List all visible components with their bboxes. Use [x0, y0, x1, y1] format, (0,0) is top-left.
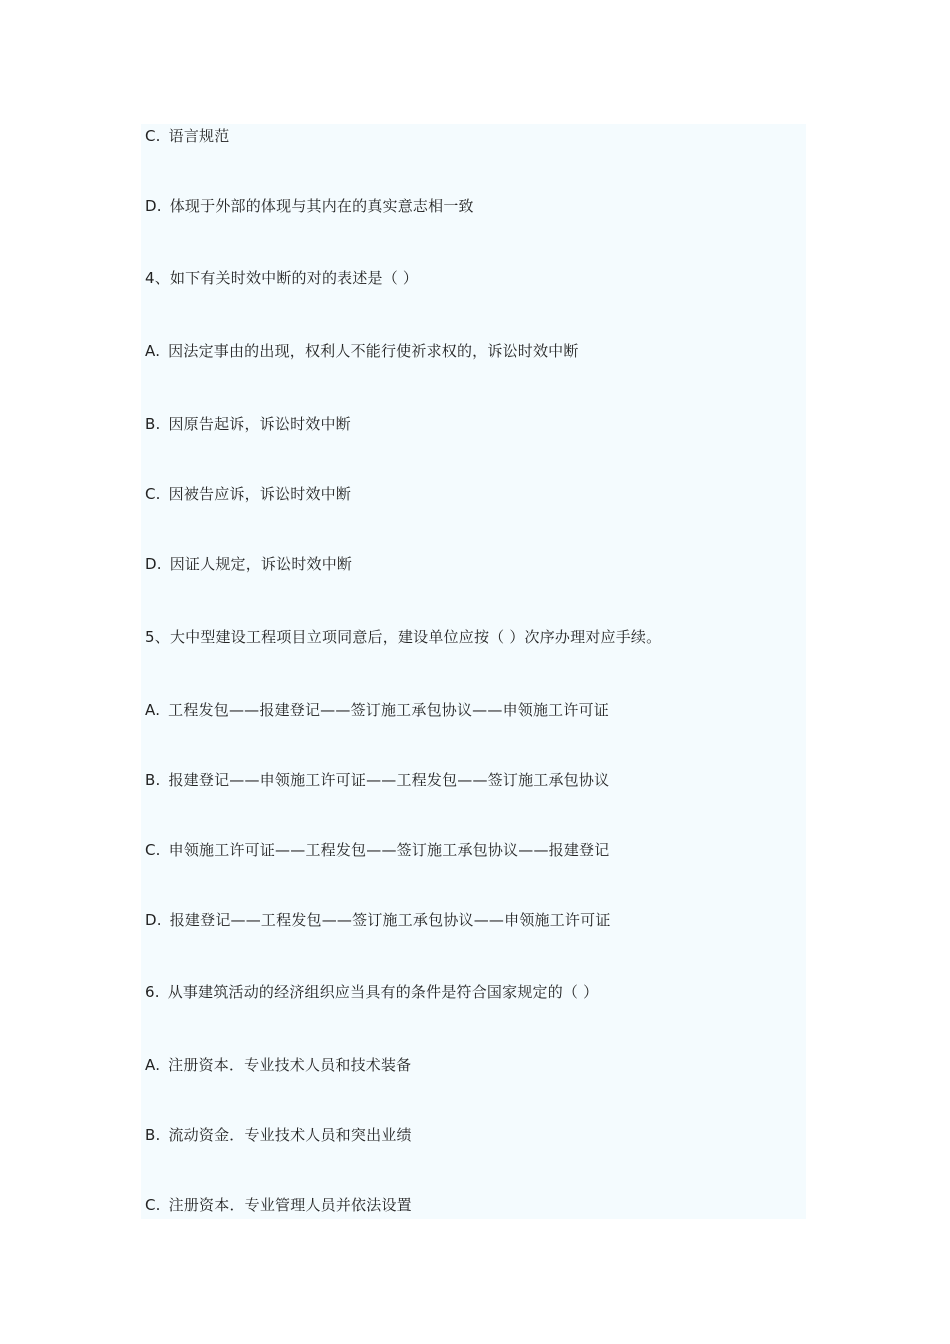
option-label: C.	[145, 127, 161, 145]
option-text: 申领施工许可证——工程发包——签订施工承包协议——报建登记	[168, 841, 610, 859]
question-5	[145, 627, 661, 647]
option-b-q6	[145, 1125, 412, 1145]
option-label: A.	[145, 1056, 161, 1074]
option-d-q3	[145, 196, 474, 216]
option-a-q5	[145, 700, 609, 720]
option-text: 流动资金．专业技术人员和突出业绩	[168, 1126, 412, 1144]
option-b-q5	[145, 770, 609, 790]
option-label: D.	[145, 911, 162, 929]
question-text: 如下有关时效中断的对的表述是（ ）	[169, 269, 419, 287]
option-text: 语言规范	[168, 127, 230, 145]
option-a-q4	[145, 341, 579, 361]
option-label: D.	[145, 555, 162, 573]
question-text: 从事建筑活动的经济组织应当具有的条件是符合国家规定的（ ）	[167, 983, 599, 1001]
option-text: 报建登记——申领施工许可证——工程发包——签订施工承包协议	[168, 771, 610, 789]
question-4	[145, 268, 418, 288]
option-text: 体现于外部的体现与其内在的真实意志相一致	[169, 197, 474, 215]
question-text: 大中型建设工程项目立项同意后，建设单位应按（ ）次序办理对应手续。	[169, 628, 662, 646]
option-b-q4	[145, 414, 351, 434]
option-label: C.	[145, 841, 161, 859]
option-d-q4	[145, 554, 352, 574]
option-d-q5	[145, 910, 611, 930]
question-6	[145, 982, 598, 1002]
option-c-q5	[145, 840, 609, 860]
option-c-q6	[145, 1195, 412, 1215]
option-c-q4	[145, 484, 351, 504]
option-label: D.	[145, 197, 162, 215]
option-a-q6	[145, 1055, 411, 1075]
option-text: 工程发包——报建登记——签订施工承包协议——申领施工许可证	[168, 701, 609, 719]
option-text: 因法定事由的出现，权利人不能行使祈求权的，诉讼时效中断	[168, 342, 579, 360]
option-text: 注册资本．专业技术人员和技术装备	[168, 1056, 412, 1074]
option-text: 因被告应诉，诉讼时效中断	[168, 485, 352, 503]
option-text: 因证人规定，诉讼时效中断	[169, 555, 353, 573]
option-text: 报建登记——工程发包——签订施工承包协议——申领施工许可证	[169, 911, 611, 929]
option-text: 因原告起诉，诉讼时效中断	[168, 415, 351, 433]
option-text: 注册资本．专业管理人员并依法设置	[168, 1196, 412, 1214]
option-label: A.	[145, 701, 161, 719]
option-label: C.	[145, 485, 161, 503]
question-number: 4、	[145, 269, 170, 287]
option-label: C.	[145, 1196, 161, 1214]
question-number: 5、	[145, 628, 170, 646]
option-label: B.	[145, 1126, 161, 1144]
option-label: A.	[145, 342, 161, 360]
option-c-q3	[145, 126, 229, 146]
option-label: B.	[145, 771, 161, 789]
option-label: B.	[145, 415, 161, 433]
question-number: 6.	[145, 983, 160, 1001]
